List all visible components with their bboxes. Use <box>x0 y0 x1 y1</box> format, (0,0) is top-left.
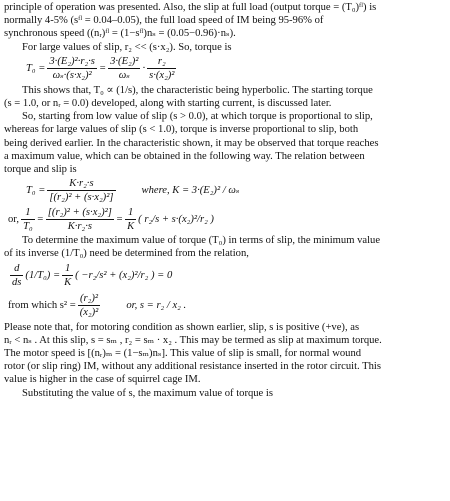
eq-denominator: (x₂)² <box>79 307 99 319</box>
eq-numerator: r₂ <box>147 55 176 69</box>
eq-fraction <box>47 177 115 204</box>
equation-slip-max <box>8 291 446 321</box>
eq-operator: = <box>36 213 44 225</box>
eq-denominator: [(r₂)² + (s·x₂)²] <box>49 191 114 203</box>
eq-fraction <box>78 292 101 319</box>
eq-operator: · <box>142 63 146 75</box>
eq-fraction <box>10 262 23 289</box>
eq-operator: = <box>115 213 124 225</box>
eq-numerator: 1 <box>21 206 35 220</box>
eq-numerator: d <box>10 262 23 276</box>
eq-term: ( −r₂/s² + (x₂)²/r₂ ) = 0 <box>75 270 173 282</box>
text-line: This shows that, T₀ ∝ (1/s), the characteristic being hyperbolic. The starting torque <box>22 84 373 96</box>
text-line: The motor speed is [(nᵣ)ₘ = (1−sₘ)nₛ]. This value of slip is small, for normal wound <box>4 348 362 360</box>
text-line: Please note that, for motoring condition as shown earlier, slip, s is positive (+ve), as <box>4 321 360 333</box>
text-line: Substituting the value of s, the maximum value of torque is <box>22 387 273 399</box>
eq-lhs: T₀ = <box>26 63 46 75</box>
eq-denominator: s·(x₂)² <box>149 70 175 82</box>
eq-lhs: T₀ = <box>26 184 46 196</box>
eq-numerator: 3·(E₂)² <box>108 55 140 69</box>
text-line: of its inverse (1/T₀) need be determined from the relation, <box>4 248 249 260</box>
eq-fraction <box>108 55 140 82</box>
eq-denominator: K·r₂·s <box>67 220 92 232</box>
eq-numerator: [(r₂)² + (s·x₂)²] <box>46 206 114 220</box>
text-line: (s = 1.0, or nᵣ = 0.0) developed, along with starting current, is discussed later. <box>4 98 332 110</box>
equation-derivative <box>8 261 446 291</box>
eq-numerator: 1 <box>125 206 136 220</box>
eq-term: from which s² = <box>8 300 76 312</box>
text-line: rotor (or slip ring) IM, without any additional resistance inserted in the rotor circuit. This <box>4 361 381 373</box>
eq-fraction <box>125 206 136 233</box>
text-line: For large values of slip, r₂ << (s·x₂). So, torque is <box>22 41 232 53</box>
eq-where-clause: where, K = 3·(E₂)² / ωₛ <box>141 184 240 196</box>
text-line: whereas for large values of slip (s < 1.0), torque is inverse proportional to slip, both <box>4 124 359 136</box>
text-line: torque and slip is <box>4 164 77 176</box>
text-line: being derived earlier. In the characteristic shown, it may be observed that torque reaches <box>4 137 379 149</box>
eq-term: (1/T₀) = <box>25 270 61 282</box>
text-line: So, starting from low value of slip (s > 0.0), at which torque is proportional to slip, <box>22 111 373 123</box>
eq-parenthetical: ( r₂/s + s·(x₂)²/r₂ ) <box>138 213 214 225</box>
eq-numerator: 3·(E₂)²·r₂·s <box>47 55 97 69</box>
eq-denominator: ds <box>12 277 22 289</box>
eq-fraction <box>47 55 97 82</box>
eq-or: or, <box>8 213 20 225</box>
text-line: principle of operation was presented. Also, the slip at full load (output torque = (T₀)ᶠˡ) is <box>4 2 377 13</box>
eq-denominator: K <box>127 220 135 232</box>
eq-term: or, s = r₂ / x₂ . <box>126 300 187 312</box>
eq-denominator: K <box>64 277 72 289</box>
text-line: nᵣ < nₛ . At this slip, s = sₘ , r₂ = sₘ · x₂ . This may be termed as slip at maximum torque. <box>4 334 382 346</box>
eq-numerator: K·r₂·s <box>47 177 115 191</box>
equation-torque-large-slip <box>26 54 446 84</box>
equation-torque-slip <box>26 176 446 204</box>
text-line: a maximum value, which can be obtained in the following way. The relation between <box>4 150 365 162</box>
eq-operator: = <box>98 63 107 75</box>
eq-fraction <box>62 262 73 289</box>
eq-fraction <box>147 55 176 82</box>
text-line: To determine the maximum value of torque (T₀) in terms of slip, the minimum value <box>22 235 381 247</box>
eq-denominator: T₀ <box>23 220 33 232</box>
eq-denominator: ωₛ <box>118 70 130 82</box>
text-line: value is higher in the case of squirrel cage IM. <box>4 374 201 386</box>
eq-fraction <box>21 206 35 233</box>
eq-fraction <box>46 206 114 233</box>
eq-denominator: ωₛ·(s·x₂)² <box>52 70 92 82</box>
text-line: synchronous speed ((nᵣ)ᶠˡ = (1−sᶠˡ)nₛ = (0.05−0.96)·nₛ). <box>4 28 236 40</box>
equation-inverse-torque <box>8 204 446 234</box>
text-line: normally 4-5% (sᶠˡ = 0.04–0.05), the full load speed of IM being 95-96% of <box>4 15 324 27</box>
eq-numerator: (r₂)² <box>78 292 101 306</box>
eq-numerator: 1 <box>62 262 73 276</box>
